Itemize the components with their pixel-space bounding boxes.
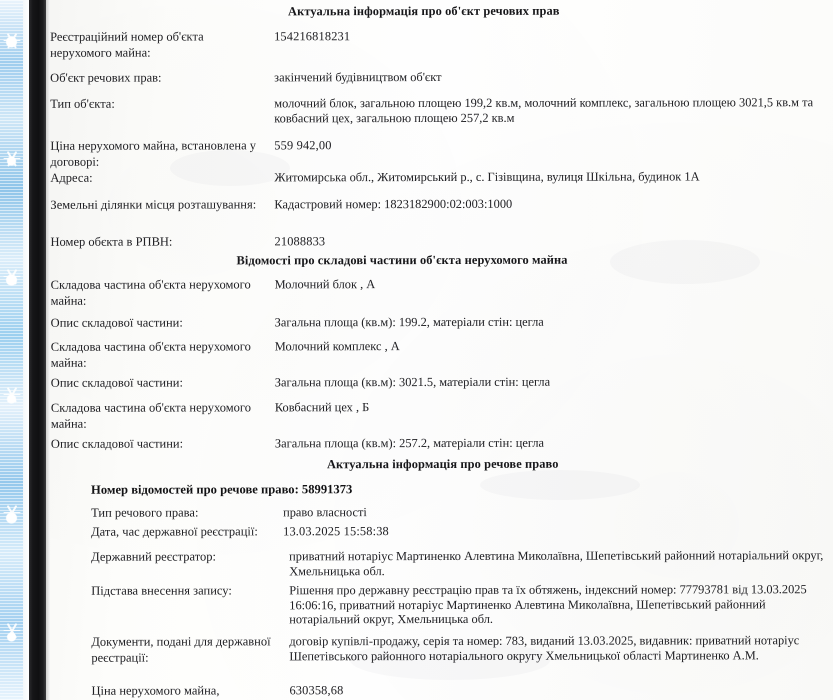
row-label: Реєстраційний номер об'єкта нерухомого майна: [50,29,204,60]
row-value: право власності [283,505,367,520]
row-value: закінчений будівництвом об'єкт [274,70,442,85]
info-row [50,233,833,249]
row-value: молочний блок, загальною площею 199,2 кв.м, молочний комплекс, загальною площею 3021,5 кв.м та ковбасний цех, загальною площею 257,2 кв.м [274,95,814,126]
info-row [50,314,833,330]
info-row [50,338,833,370]
scan-gutter-shadow [29,0,46,700]
property-right-record-number: Номер відомостей про речове право: 58991373 [91,482,353,497]
row-value: 630358,68 [289,683,344,698]
info-row [51,582,833,627]
row-value: приватний нотаріус Мартиненко Алевтина Миколаївна, Шепетівський районний нотаріальний округ, Хмельницька обл. [289,548,824,579]
row-label: Підстава внесення запису: [91,583,232,598]
section-title-components: Відомості про складові частини об'єкта нерухомого майна [236,252,568,268]
row-value: 21088833 [274,234,326,249]
row-value: договір купівлі-продажу, серія та номер: 783, виданий 13.03.2025, видавник: приватний нотаріус Шепетівського районного нотаріального округу Хмельницької області Мартиненко А.М. [289,633,800,663]
row-label: Опис складової частини: [50,375,183,390]
row-label: Тип об'єкта: [50,96,115,111]
row-value: Ковбасний цех , Б [274,400,370,415]
row-label: Державний реєстратор: [91,549,217,564]
row-value: Житомирська обл., Житомирський р., с. Гізівщина, вулиця Шкільна, будинок 1А [274,169,700,185]
snowflake-icon [3,622,20,639]
row-value: 154216818231 [274,29,351,44]
row-label: Номер обєкта в РПВН: [50,234,173,249]
section-title-property-right: Актуальна інформація про речове право [326,456,559,472]
row-label: Адреса: [50,170,93,185]
row-value: Загальна площа (кв.м): 199.2, матеріали стін: цегла [274,314,544,330]
row-value: Загальна площа (кв.м): 257.2, матеріали стін: цегла [274,435,545,451]
row-label: Об'єкт речових прав: [50,70,162,85]
row-label: Документи, подані для державної реєстрації: [91,634,271,665]
info-row [50,196,833,212]
row-label: Опис складової частини: [50,436,184,451]
row-label: Складова частина об'єкта нерухомого майна: [50,277,251,308]
row-label: Опис складової частини: [50,315,183,330]
snowflake-icon [3,150,20,167]
info-row [51,548,833,579]
info-row [51,633,833,665]
row-value: 559 942,00 [274,138,332,153]
info-row [50,276,833,308]
info-row [51,682,833,698]
row-label: Складова частина об'єкта нерухомого майна: [50,400,251,431]
snowflake-icon [3,386,20,403]
info-row [50,435,833,451]
info-row [51,504,833,520]
info-row [51,523,833,539]
snowflake-border-strip [0,0,23,700]
row-label: Ціна нерухомого майна, [91,683,220,698]
row-value: Молочний блок , А [274,277,376,292]
page-title: Актуальна інформація про об'єкт речових прав [288,3,560,19]
row-label: Ціна нерухомого майна, встановлена у договорі: [50,138,257,169]
snowflake-icon [3,504,20,521]
row-label: Дата, час державної реєстрації: [91,524,258,539]
row-label: Складова частина об'єкта нерухомого майна: [50,339,251,370]
document-page [50,0,833,700]
row-label: Земельні ділянки місця розташування: [50,197,257,212]
row-value: Кадастровий номер: 1823182900:02:003:1000 [274,196,513,212]
row-label: Тип речового права: [91,505,199,520]
row-value: 13.03.2025 15:58:38 [283,524,389,539]
info-row [50,28,833,60]
row-value: Рішення про державну реєстрацію прав та їх обтяжень, індексний номер: 77793781 від 13.03.2025 16:06:16, приватний нотаріус Мартиненко Алевтина Миколаївна, Шепетівський районний нотаріальний округ, Хмельницька обл. [289,582,807,627]
snowflake-icon [3,32,20,49]
info-row [50,69,833,85]
row-value: Молочний комплекс , А [274,339,400,354]
info-row [50,374,833,390]
info-row [50,95,833,126]
snowflake-icon [3,268,20,285]
info-row [50,137,833,169]
info-row [50,399,833,431]
row-value: Загальна площа (кв.м): 3021.5, матеріали стін: цегла [274,374,551,390]
